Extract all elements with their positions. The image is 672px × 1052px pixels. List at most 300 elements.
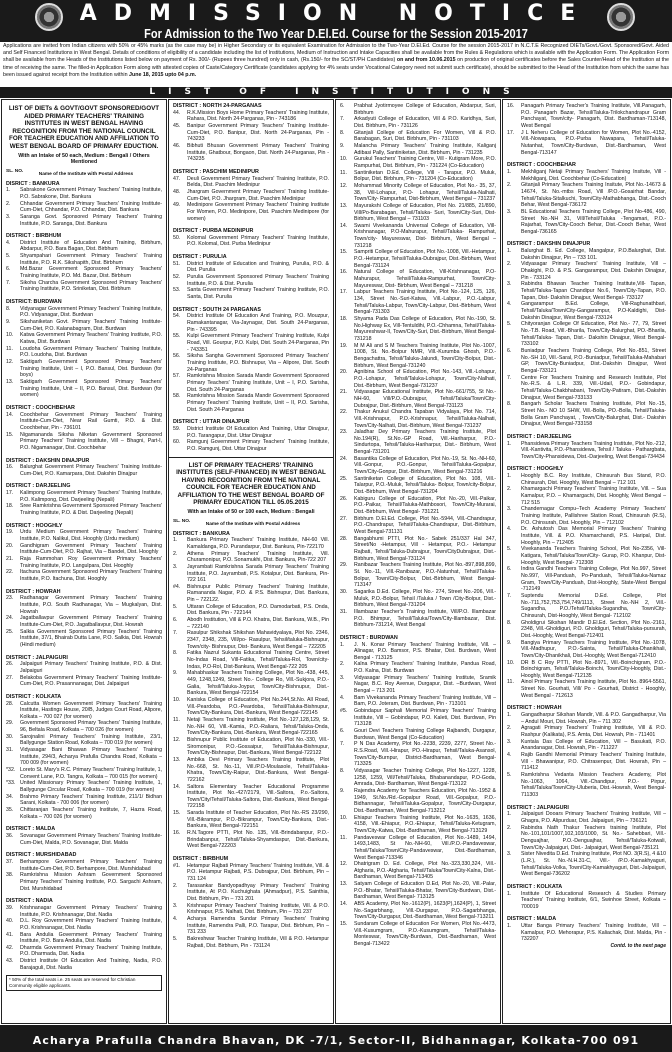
institute-list-item bbox=[507, 640, 666, 660]
institute-list-item bbox=[340, 536, 496, 563]
institute-address: Prabhat Jyotirmoyee College of Education, Abdarpur, Suri, Birbhum bbox=[354, 103, 496, 116]
serial-number: 38. bbox=[6, 872, 14, 879]
serial-number: 13. bbox=[340, 881, 348, 888]
institute-list-item bbox=[340, 516, 496, 536]
serial-number: 12. bbox=[6, 358, 14, 365]
institute-address: Abodh Institution, Vill & P.O. Khatra, Dist. Bankura, W.B., Pin – 722140 bbox=[187, 617, 329, 630]
institute-list-item bbox=[340, 389, 496, 409]
serial-number: 10. bbox=[6, 332, 14, 339]
serial-number: 3. bbox=[507, 738, 512, 745]
serial-number: 47. bbox=[173, 175, 181, 182]
institute-list-item bbox=[340, 728, 496, 741]
institute-list-item bbox=[507, 281, 666, 301]
institute-address: Ramkrishna Vedanta Mission Teachers Academy, Plot No.-1063, 1064, Vill.-Chandipur, P.O.- Pirpur, Tehsil/Taluka/Town/City-Uluberia, Dist.-Howrah, West Bengal-711303 bbox=[521, 772, 666, 798]
serial-number: 7. bbox=[6, 279, 11, 286]
institute-list-item bbox=[173, 863, 329, 883]
institute-list-item bbox=[6, 346, 162, 359]
serial-number: 7. bbox=[340, 741, 345, 748]
district-heading: DISTRICT : JALPAIGURI bbox=[507, 804, 569, 811]
institute-address: Uttaran College of Education, P.O. Damodarbati, P.S. Onda, Dist. Bankura, Pin - 722144 bbox=[187, 603, 329, 617]
serial-number: 22. bbox=[6, 569, 14, 576]
serial-number: 5. bbox=[507, 321, 512, 328]
institute-list-item bbox=[173, 274, 329, 287]
institute-address: Vidyasagar Primary Teachers' Training Institute, Sramik Nagar, B.C. Roy Avenue, Durgapur, Dist. –Burdwan, West Bengal – 713 201 bbox=[354, 674, 496, 695]
serial-number: 9. bbox=[340, 142, 345, 149]
serial-number: 16. bbox=[6, 464, 14, 471]
institute-list-item bbox=[173, 551, 329, 564]
serial-number: 2. bbox=[173, 882, 178, 889]
institute-list-item bbox=[173, 313, 329, 333]
institute-address: J L Neheru College of Education for Women, Plot No.-4152, Vill.-Nowapara, P.O.-Purba Nuwapara, Tehsil/Taluka-Nutanhat, Town/City-Burdwan, Dist.-Bardhaman, West Bengal-713147 bbox=[521, 129, 666, 156]
serial-number: 2. bbox=[507, 182, 512, 189]
institute-list-item bbox=[507, 261, 666, 281]
serial-number: 30. bbox=[6, 733, 14, 740]
footer-address: Acharya Prafulla Chandra Bhavan, DK -7/1, Sector-II, Bidhannagar, Kolkata-700 091 bbox=[0, 1025, 672, 1052]
serial-number: 16. bbox=[507, 103, 515, 109]
institute-list-item bbox=[173, 883, 329, 903]
institute-address: Jagatballavpur Government Primary Teachers' Training Institute-Cum-Diet, P.O. Jagatballavpur, Dist. Howrah bbox=[20, 615, 162, 628]
serial-number: 5. bbox=[173, 935, 178, 942]
institute-list-item bbox=[340, 316, 496, 343]
board-emblem-icon bbox=[607, 3, 635, 31]
institute-list-item bbox=[6, 464, 162, 477]
institute-address: Santiniketan College of Education, Plot No. 108, Vill.-Talarpur, P.O.-Muluk, Tehsil/Taluka- Bolpur, Town/city-Bolpur, Dist.-Birbhum, West Bengal-731204 bbox=[354, 475, 496, 496]
institute-list-item bbox=[507, 473, 666, 486]
institute-list-item bbox=[173, 439, 329, 452]
institute-list-item bbox=[6, 675, 162, 688]
institute-address: Fatika Nazrul Sukanta Educational Training Centre, Street No-Indas Road, Vill-Fatika, Tehsil/Taluka-Rol, Town/city-Indas, P.O-Rol, Dist-Bankura, West Bengal-722 205 bbox=[187, 650, 329, 670]
institute-address: Sundaram College of Education For Women, Plot No.-4473, Vill.-Kusumgram, P.O.-Kusumgram, Tehsil/Taluka-Monteswar, Town/City-Burdwan, Dist.-Bardhaman, West Bengal-713422 bbox=[354, 921, 496, 948]
institute-list-item bbox=[507, 725, 666, 738]
institute-address: Dharmda Government Primary Teachers' Training Institute, P.O. Dharmada, Dist. Nadia bbox=[20, 944, 162, 958]
serial-number: 12. bbox=[340, 861, 348, 868]
institute-address: Mayurakshi College of Education, Plot No. 21/885, 21/890, Vill/Po-Barabagan, Tehsil/Taluka- Suri, Town/City-Suri, Dist- Birbhum, West Bengal – 731103 bbox=[354, 202, 496, 223]
serial-number: 8. bbox=[340, 767, 345, 774]
institute-list-item bbox=[6, 701, 162, 721]
serial-number: 44. bbox=[173, 109, 181, 116]
institute-address: Deuli Government Primary Teachers' Training Institute, P.O. Belda, Dist. Paschim Medinipur bbox=[187, 175, 329, 189]
institute-address: Bam Vivekananda Primary Teachers' Training Institute, Vill – Bam, P.O. Joteram, Dist. Burdwan, Pin - 713101 bbox=[354, 694, 496, 708]
serial-number: *32. bbox=[6, 767, 16, 774]
serial-number: 39. bbox=[6, 904, 14, 911]
serial-number: 4. bbox=[173, 915, 178, 922]
list-heading: LIST OF INSTITUTIONS bbox=[0, 87, 672, 98]
institute-list-item bbox=[173, 916, 329, 936]
serial-number: 3. bbox=[173, 902, 178, 909]
institute-address: Calcutta Women Government Primary Teachers' Training Institute, Hastings House, 20/B, Judges Court Road, Alipore, Kolkata – 700 027 (for women) bbox=[20, 700, 162, 720]
institute-address: Vidyasagar Educational Institute, Plot No.-661/755, St No.-NH-60, Vill/P.O.-Dubrajpur, Tehsil/Taluka/Town/City-Dubrajpur, Dist.-Birbhum, West Bengal-731123 bbox=[354, 389, 496, 409]
institute-address: Bankura Primary Teachers' Training Institute, NH-60 Vill. Kamaldanga, P.O. Purandarpur, Dist. Bankura, Pin-722170 bbox=[187, 537, 329, 550]
institute-address: Government Sponsored Primary Teachers' Training Institute, 96, Beltala Road, Kolkata – 700 026 (for women) bbox=[20, 720, 162, 734]
district-heading: DISTRICT : UTTAR DINAJPUR bbox=[173, 419, 250, 426]
institute-list-item bbox=[507, 209, 666, 236]
serial-number: 1. bbox=[507, 712, 512, 719]
serial-number: 2. bbox=[507, 261, 512, 268]
institute-list-item bbox=[340, 642, 496, 662]
serial-number: 25. bbox=[340, 475, 348, 482]
institute-address: Rabindra Nath Thakur Teachers training Institute, Plot No.-101,101/1007,102,103/1000, St. No.- Sahebbari, Vill.-Denguajhar, P.O.-Denguajhar, Tehsil/Taluka-Kotwali, Town/City-Jalpaiguri, Dist.- Jalpaiguri, West Bengal-735121 bbox=[521, 824, 666, 851]
institute-address: Vidyasagar Bani Bhawan Primary Teachers' Training Institute, 294/3, Acharya Prafulla Chandra Road, Kolkata – 700 009 (for women) bbox=[20, 747, 162, 767]
district-heading: DISTRICT : HOWRAH bbox=[507, 705, 562, 712]
serial-number: 8. bbox=[507, 619, 512, 626]
serial-number: #1. bbox=[173, 862, 181, 869]
institute-address: District Institute Of Education And Training, Uttar Dinajpur, P.O. Tarangapur, Dist. Uttar Dinajpur bbox=[187, 425, 329, 439]
institute-list-item bbox=[340, 589, 496, 609]
serial-number: 31. bbox=[6, 747, 14, 754]
serial-number: 29. bbox=[6, 720, 14, 727]
institute-list-item bbox=[173, 110, 329, 123]
serial-number: 7. bbox=[173, 630, 178, 637]
continued-note: Contd. to the next page bbox=[610, 943, 666, 950]
institute-address: Gobindapur Saphali Memorial Primary Teachers' Training Institute, Vill – Gobindapur, P.O. Kaleti, Dist. Burdwan, Pin 713128 bbox=[354, 708, 496, 728]
institute-list-item bbox=[173, 235, 329, 248]
institute-address: Ranibazar Teachers Training Institute, Plot No.-897,898,899, St. No.-11, Vill.-Ranibazar, P.O.-Natunhat, Tehsil/Taluka-Bolpur, Town/City-Bolpur, Dist.-Birbhum, West Bengal-713147 bbox=[354, 562, 496, 589]
institute-list-item bbox=[173, 630, 329, 650]
serial-number: 52. bbox=[173, 274, 181, 281]
notice-header bbox=[0, 0, 672, 42]
institute-list-item bbox=[173, 830, 329, 850]
serial-number: 54. bbox=[173, 313, 181, 320]
institute-list-item bbox=[507, 486, 666, 506]
institute-list-item bbox=[173, 650, 329, 670]
institute-list-item bbox=[6, 569, 162, 582]
institute-address: Bibhuti Bhusan Government Primary Teachers' Training Institute, Ghatbour, Bongaon, Dist. North 24-Parganas, Pin - 743235 bbox=[187, 142, 329, 163]
institute-list-item bbox=[6, 253, 162, 266]
serial-number: 28. bbox=[6, 700, 14, 707]
institute-address: Sikshaniketan Govt. Primary Teachers' Training Institute-Cum-Diet, P.O. Kalanabagram, Dist. Burdwan bbox=[20, 319, 162, 332]
institute-list-item bbox=[340, 496, 496, 516]
district-heading: DISTRICT : COOCHBEHAR bbox=[6, 404, 75, 411]
institute-list-item bbox=[507, 441, 666, 461]
institute-address: Belakoba Government Primary Teachers' Training Institute-Cum-Diet, P.O. Prasannanagar, Dist. Jalpaiguri bbox=[20, 674, 162, 688]
institute-address: Sagarika D.Ed. College, Plot No.- 274, Street No.-206, Vill.-Muluk, P.O.-Bolpur, Tehsil /Taluka / Town /City-Bolpur, Dist.- Birbhum, West Bengal-731204 bbox=[354, 588, 496, 609]
institute-address: District Institute of Education And Training, Birbhum, Abdarpur, P.O. Bara Bagan, Dist. Birbhum bbox=[20, 239, 162, 253]
institute-list-item bbox=[507, 811, 666, 824]
institute-list-item bbox=[340, 170, 496, 183]
institute-list-item bbox=[6, 412, 162, 432]
institute-list-item bbox=[507, 130, 666, 157]
institute-list-item bbox=[507, 752, 666, 772]
serial-number: 5. bbox=[6, 253, 11, 260]
institute-address: Swami Vivekananda Universal College of Education, Vill-Krishnanagar, P.O-Mahurapur, Tehsil/Taluka- Rampurhat, Town/city- Mayureswar, Dist- Birbhum, West Bengal – 731218 bbox=[354, 222, 496, 249]
district-heading: DISTRICT : HOWRAH bbox=[6, 588, 61, 595]
institute-address: Saltora Elementary Teacher Educational Programme Institute, Plot No.-427/2179, Vill.-Saltora, P.o.-Saltora, Town/City/Tehsil/Taluka-Saltora, Dist.-Bankura, West Bengal-722158 bbox=[187, 783, 329, 810]
institute-address: Saktigarh Government Sponsored Primary Teachers' Training Institute, Unit – II, P.O. Bansul, Dist. Burdwan (for women) bbox=[20, 378, 162, 399]
institute-list-item bbox=[340, 562, 496, 589]
institute-list-item bbox=[173, 189, 329, 202]
institute-list-item bbox=[173, 697, 329, 717]
district-heading: DISTRICT : BURDWAN bbox=[340, 634, 398, 641]
institute-list-item bbox=[340, 116, 496, 129]
institute-address: Sarojnalini Primary Teachers' Training Institute, 23/1, Ballygunge Station Road, Kolkata – 700 019 (for women) bbox=[20, 733, 162, 747]
serial-number: 2. bbox=[507, 824, 512, 831]
institute-address: Jhargram Government Primary Teachers' Training Institute-Cum-Diet, P.O. Jhargram, Dist. Paschim Medinipur bbox=[187, 188, 329, 202]
institute-list-item bbox=[6, 332, 162, 345]
district-heading: DISRICT : BANKURA bbox=[6, 180, 60, 187]
serial-number: 4. bbox=[507, 301, 512, 308]
column-2 bbox=[168, 99, 334, 1024]
institute-address: Jalpaiguri Primary Teachers' Training Institute, P.O. & Dist. Jalpaiguri bbox=[20, 661, 162, 674]
institute-list-item bbox=[507, 660, 666, 680]
intro-deadline: June 18, 2015 upto 04 p.m. bbox=[129, 71, 197, 78]
institute-list-item bbox=[507, 375, 666, 402]
serial-number: 6. bbox=[6, 266, 11, 273]
institute-list-item bbox=[6, 543, 162, 556]
institute-address: Bangarh Scholar Teachers Training Institute, Plot No.-15, Street No.- NO 10 SHW, Vill.-Bolla, PO.-Bolla, Tehsil/Taluka-Bolla Gram Panchayat, , Town/City-Balurghat, Dist.- Dakshin Dinajpur, West Bengal-733158 bbox=[521, 401, 666, 428]
institute-address: Purulia Government Sponsored Primary Teachers' Training Institute, P.O. & Dist. Purulia bbox=[187, 274, 329, 287]
institute-list-item bbox=[6, 945, 162, 958]
serial-number: 16. bbox=[340, 269, 348, 276]
serial-number: #5. bbox=[340, 708, 348, 715]
serial-number: 15. bbox=[340, 249, 348, 256]
institute-list-item bbox=[6, 432, 162, 452]
institute-address: ABS Academy, Plot No.-1612(P), 1623(P),1624(P), 1, Street No.-Sagarbhang, Vill.-Durgapur, P.O.-Sagarbhanga, Town/City-Durgapur, Dist.-Bardhaman, West Bengal-713211 bbox=[354, 901, 496, 921]
institute-list-item bbox=[173, 261, 329, 274]
institute-list-item bbox=[173, 936, 329, 949]
serial-number: 18. bbox=[340, 316, 348, 322]
institute-list-item bbox=[340, 269, 496, 289]
notice-title: ADMISSION NOTICE bbox=[79, 1, 593, 26]
institute-address: Panagarh Primary Teacher's Training Institute, Vill.Panagarh, P.O. Panagarh Bazar, Tehsil/Taluka-Trilokchandrapur Gram Panchayat, Town/city- Panagarh, Dist. Bardhaman-713148, West Bengal bbox=[521, 103, 666, 129]
serial-number: 48. bbox=[173, 188, 181, 195]
institute-address: Pandaveswar College of Education, Plot No.-1489, 1494, 1493,1483, St No.-NH-60, Vill./P.O.-Pandaveswar, Tehsil/Taluka/Town/City-Pandaveswar, Dist.-Bardhaman, West Bengal-713346 bbox=[354, 834, 496, 861]
institute-list-item bbox=[340, 103, 496, 116]
institute-list-item bbox=[173, 176, 329, 189]
institute-address: Rabindra Bhawan Teacher Training Institute,Vill- Tapan, Tehsil/Taluka-Tapan Chandipur No.6, Town/City-Tapan, P.O. Tapan, Dist- Dakshin Dinajpur, West Bengal- 733127 bbox=[521, 281, 666, 301]
institute-address: Medinipore Government Primary Teachers' Training Institute For Women, P.O. Medinipore, Dist. Paschim Medinipore (for women) bbox=[187, 202, 329, 222]
district-heading: DISTRICT : SOUTH 24 PARGANAS bbox=[173, 306, 261, 313]
institute-list-item bbox=[173, 426, 329, 439]
institute-list-item bbox=[6, 720, 162, 733]
district-heading: DISTRICT : KOLKATA bbox=[6, 693, 62, 700]
institute-list-item bbox=[173, 584, 329, 604]
serial-number: 4. bbox=[507, 752, 512, 759]
institute-list-item bbox=[173, 903, 329, 916]
serial-number: 10. bbox=[340, 814, 348, 821]
institute-address: Rajendra Academy for Teachers Education, Plot No.-1952 & 1949, St.No./Rd.-Gopalpur Road, Vill.-Gopalpur, P.O.-Bidhannagar, Tehsil/Taluka-Gopalpur, Town/City-Durgapur, Dist.-Bardhaman, West Bengal-713212 bbox=[354, 787, 496, 814]
serial-number: 27. bbox=[6, 674, 14, 681]
serial-number: 42. bbox=[6, 944, 14, 951]
institute-address: Sabrakone Government Primary Teachers' Training Institute, P.O. Sabrakone, Dist. Bankura bbox=[20, 187, 162, 200]
institute-address: Vidyanagar Government Primary Teachers' Training Institute, P.O. Vidyanagar, Dist. Burdwan bbox=[20, 305, 162, 319]
serial-number: 9. bbox=[6, 319, 11, 326]
serial-number: 27. bbox=[340, 515, 348, 522]
intro-text: Applications are invited from Indian citizens with 50% or 45% marks (as the case may be) in Higher Secondary or its equivalent Examination for Admission to the Two-Year D.El.Ed. Course for the session 2015-2017 in N.C.T.E Recognized DIETs/Govt./Govt. Sponsored/Govt. Aided and Self Financed Institutions in West Bengal. Details of conditions of eligibility of a candidate including the list of Institutions, Medium of Instruction and Intake Capacities shall be available from the Rules & Regulations which is available with the Application Form. The Application Form shall be available from the Heads of the Institutions listed below on payment of Rs. 300/- (Rupees three hundred) only in cash, (Rs.150/- for the SC/ST/PH Candidates) bbox=[3, 43, 669, 64]
notice-subtitle: For Admission to the Two Year D.El.Ed. Course for the Session 2015-2017 bbox=[144, 27, 528, 41]
institute-address: Ramkrishna Mission Ashram Government Sponsored Primary Teachers' Training Institute, P.O. Sargachi Ashram, Dist. Murshidabad bbox=[20, 872, 162, 892]
institute-address: Krishnapur Primary Teachers' Training Institute, Vill. & P.O. Krishnapur, P.S. Nalhati, Dist. Birbhum, Pin – 731 237 bbox=[187, 902, 329, 916]
institute-list-item bbox=[340, 130, 496, 143]
serial-number: 8. bbox=[6, 305, 11, 312]
institute-address: Radhanagar Government Primary Teachers' Training Institute, P.O. South Radhanagar, Via – Mugkalyan, Dist. Howrah bbox=[20, 595, 162, 615]
institute-address: Rajib Gandhi Memorial Primary Teachers' Training Institute, Vill - Bhawanipur, P.O. Chitrasenpur, Dist. Howrah, Pin – 711412 bbox=[521, 752, 666, 772]
serial-number: 20. bbox=[6, 542, 14, 549]
serial-number: 8. bbox=[507, 401, 512, 408]
institute-address: Tarasankar Bandyopadhyay Primary Teachers' Training Institute, At P.O. Kuchuighata (Ahmadpur), P.S. Sainthia, Dist. Birbhum, Pin – 731 201 bbox=[187, 882, 329, 902]
institute-list-item bbox=[6, 661, 162, 674]
intro-date-start: on and from 10.06.2015 bbox=[395, 57, 458, 64]
institute-list-item bbox=[340, 901, 496, 921]
serial-number: 21. bbox=[340, 389, 348, 396]
institute-list-item bbox=[340, 369, 496, 389]
institute-address: Bara Andulia Government Primary Teachers' Training Institute, P.O. Bara Andulia, Dist. Nadia bbox=[20, 931, 162, 945]
institute-address: Urdu Medium Government Primary Teachers' Training Institute, P.O. Nalikul, Dist. Hooghly (Urdu medium) bbox=[20, 529, 162, 543]
institute-list-item bbox=[507, 851, 666, 878]
institute-address: Rasulpur Shikshak Shikshan Mahavidyalaya, Plot No. 2346, 2347, 2348, 235, Vill/po- Rasulpur, Tehsil/taluka-Bishnupur, Town/city- Bishnupur, Dist- Bankura, West Bengal – 722205 bbox=[187, 630, 329, 650]
serial-number: 2. bbox=[173, 550, 178, 557]
institute-list-item bbox=[173, 757, 329, 784]
institute-address: Sarada Institute of Teacher Education, Plot No.-RS 23/290, Vill.-Bikrampur, P.O.-Bikrampur, Town/City-Bankura, Dist.-Bankura, West Bengal-722151 bbox=[187, 810, 329, 830]
institute-list-item bbox=[173, 123, 329, 143]
serial-number: 8. bbox=[340, 129, 345, 136]
serial-number: 16. bbox=[173, 830, 181, 837]
institute-address: Jaladhar Dey Primary Teachers Training Institute, Plot No.194(R), St.No.-GP Road, Vill.-Hariharpur, P.O.-Sindurtopa, Tehsil/Taluka-Hariharpur, Dist.- Birbhum, West Bengal-731201 bbox=[354, 429, 496, 456]
institute-address: Bakreshwar Teacher Training Institute, Vill & P.O. Hetampur Rajbati, Dist. Birbhum, Pin - 731124 bbox=[187, 935, 329, 949]
institute-address: Raja Rammohan Roy Government Primary Teachers' Training Institute, P.O. Langulpara, Dist. Hooghly bbox=[20, 556, 162, 569]
institute-address: J. N. Konar Primary Teachers' Training Institute, Vill. – Alinagar, P.O. Bamsor, P.S. Bhatar, Dist. Burdwan, West Bengal - 713125 bbox=[354, 641, 496, 661]
institute-list-item bbox=[340, 815, 496, 835]
serial-number: 55. bbox=[173, 333, 181, 340]
serial-number: 5. bbox=[507, 772, 512, 778]
serial-number: 23. bbox=[340, 429, 348, 436]
institute-list-item bbox=[6, 266, 162, 279]
institute-list-item bbox=[6, 529, 162, 542]
institute-list-item bbox=[340, 289, 496, 316]
institute-list-item bbox=[6, 872, 162, 892]
institute-list-item bbox=[507, 772, 666, 799]
institute-list-item bbox=[507, 301, 666, 321]
serial-number: 17. bbox=[507, 129, 515, 136]
serial-number: 40. bbox=[6, 918, 14, 925]
institute-address: Chityoranjan College Of Education, Plot No.- 77, 79, Street No.-T.B. Road, Vill.-Bharila, Town/City-Balurghat, PO.-Bharila, Tehsil/Taluka- Tapan, Dist.- Dakshin Dinajpur, West Bengal-733102 bbox=[521, 321, 666, 348]
institute-address: Coochbehar Government Primary Teachers' Training Institute-Cum-Diet, Near Rail Gumti, P.O. & Dist. Coochbehar, Pin - 736101 bbox=[20, 411, 162, 431]
serial-number: 7. bbox=[507, 374, 512, 381]
institute-list-item bbox=[6, 747, 162, 767]
institute-list-item bbox=[6, 595, 162, 615]
institute-list-item bbox=[340, 661, 496, 674]
serial-number: 20. bbox=[340, 369, 348, 376]
institute-address: D.L. Roy Government Primary Teachers' Training Institute, P.O. Krishnanagar, Dist. Nadia bbox=[20, 918, 162, 931]
sl-no-label: SL. NO. bbox=[173, 518, 191, 524]
institute-address: Indira Gandhi Teachers Training College, Plot No.997, Street No.997, Vill-Panduah, Po-Panduah, Tehsil/Taluka-Namaz Gram, Town/City-Panduah, Dist-Hooghly, State-West Bengal -712149 bbox=[521, 566, 666, 593]
institute-list-item bbox=[340, 156, 496, 169]
institute-address: Shyama Pada Das College of Education, Plot No.-190, St. No.Highway Ex, Vill-Tentuldihi, P.O.-Chhamna, Tehsil/Taluka-Mayureshwar-II, Town/City-Suri, Dist.-Birbhum, West Bengal-731218 bbox=[354, 316, 496, 342]
district-heading: DISTRICT : HOOGHLY bbox=[507, 466, 564, 473]
institute-list-item bbox=[173, 810, 329, 830]
institute-list-item bbox=[6, 214, 162, 227]
institute-address: Nigamananda Siksha Niketan Government Sponsored Primary Teachers' Training Institute, Vill – Bhagni, Part-I, P.O. Nigamanagar, Dist. Coochbehar bbox=[20, 431, 162, 451]
institute-list-item bbox=[340, 203, 496, 223]
table-header bbox=[173, 519, 329, 528]
institute-list-item bbox=[173, 717, 329, 737]
intake-govt: With an Intake of 50 each, Medium : Bengali / Others Mentioned bbox=[18, 152, 150, 166]
institute-list-item bbox=[6, 280, 162, 293]
institute-address: Mohammad Minority College of Education, Plot No.- 35, 37, 38, Vill-Lohapur, P.O- Lohapur, Tehsil/Taluka-Nalhati, Town/City- Rampurhat, Dist-Birbhum, West Bengal – 731237 bbox=[354, 182, 496, 203]
serial-number: 11. bbox=[6, 345, 13, 352]
serial-number: 24. bbox=[340, 455, 348, 462]
institute-address: Uttar Banga Primary Teachers' Training Institute, Vill – Kamalpur, P.O. Mehorapur, P.S. Kaliachak, Dist. Malda, Pin - 732207 bbox=[521, 923, 666, 943]
institute-address: Ambika Devi Primary Teachers Training Institute, Plot No.-668, St. No.-11, Vill./P.O-Moulasole, Tehsil/Taluka-Khatra, Town/City-Raipur, Dist.-Bankura, West Bengal-722162 bbox=[187, 756, 329, 783]
district-heading: DISTRICT : NADIA bbox=[6, 898, 53, 905]
serial-number: 34. bbox=[6, 793, 14, 800]
serial-number: 24. bbox=[6, 615, 14, 622]
institute-address: Berhampore Government Primary Teachers' Training Institute-Cum-Diet, P.O. Berhampore, Dist. Murshidabad bbox=[20, 858, 162, 872]
institute-list-item bbox=[173, 143, 329, 163]
serial-number: 5. bbox=[507, 546, 512, 553]
serial-number: 49. bbox=[173, 202, 181, 209]
institute-list-item bbox=[6, 767, 162, 780]
institute-address: Loudoha Government Primary Teachers' Training Institute, P.O. Loudoha, Dist. Burdwan bbox=[20, 345, 162, 359]
serial-number: 3. bbox=[6, 213, 11, 220]
serial-number: 13. bbox=[340, 202, 348, 209]
institute-address: Santa Government Primary Teachers' Training Institute, P.O. Santa, Dist. Purulia bbox=[187, 287, 329, 301]
institute-address: Loreto St. Mary's R.C. Primary Teachers' Training Institute, 1, Convent Lane, P.O. Tangra, Kolkata – 700 015 (for women) bbox=[20, 767, 162, 780]
institute-list-item bbox=[6, 905, 162, 918]
institute-list-item bbox=[507, 566, 666, 593]
serial-number: 1. bbox=[507, 440, 512, 447]
serial-number: 11. bbox=[340, 169, 347, 176]
district-heading: DISTRICT : DARJEELING bbox=[6, 483, 71, 490]
institute-list-item bbox=[507, 825, 666, 852]
institute-address: Hetampur Rajbati Primary Teachers' Training Institute, Vill. & P.O. Hetampur Rajbati, P.S. Dubrajpur, Dist. Birbhum, Pin – 731 124 bbox=[187, 862, 329, 883]
district-list bbox=[507, 103, 666, 943]
serial-number: 6. bbox=[173, 617, 178, 624]
district-heading: DISTRICT : DAKSHIN DINAJPUR bbox=[507, 241, 591, 248]
serial-number: 6. bbox=[340, 728, 345, 735]
serial-number: 19. bbox=[6, 529, 14, 536]
serial-number: 12. bbox=[340, 182, 348, 189]
institute-address: Ramkrishna Mission Sarada Mandir Government Sponsored Primary Teachers' Training Institute, Unit – II, P.O. Sarisha, Dist. South 24-Parganas bbox=[187, 393, 329, 413]
institute-list-item bbox=[173, 373, 329, 393]
serial-number: 4. bbox=[340, 694, 345, 701]
institute-list-item bbox=[507, 620, 666, 640]
institute-list-item bbox=[6, 629, 162, 649]
serial-number: 7. bbox=[340, 116, 345, 123]
institute-address: Agragati Primary Teachers' Training Institute, Vill & P.O. Rashpur (Kalikata), P.S. Amta, Dist. Howrah, Pin - 711401 bbox=[521, 725, 666, 739]
institute-address: Kaniska College of Education, Plot No.244,St.No. All Road, Vill.-Peardoba, P.O.-Peardoba, Tehsil/Taluka-Bishnupur, Town/City-Bankura, Dist.-Bankura, West Bengal-722145 bbox=[187, 696, 329, 717]
institute-address: Vidyasagar Primary Teachers' Training Institute, Vill – Dhakighi, P.O. & P.S. Gangarampur, Dist. Dakshin Dinajpur, Pin - 733124 bbox=[521, 261, 666, 281]
institute-list-item bbox=[173, 784, 329, 811]
serial-number: 46. bbox=[173, 142, 181, 149]
institute-address: Banipur Government Primary Teachers' Training Institute-Cum-Diet, P.O. Banipur, Dist. North 24-Parganas, Pin - 743233 bbox=[187, 122, 329, 143]
serial-number: 22. bbox=[340, 409, 348, 416]
institute-list-item bbox=[507, 321, 666, 348]
institute-address: Basantika College of Education, Plot No.-19, St. No.-NH-60, Vill.-Gonpur, P.O.-Gonpur, Tehsil/Taluka-Gopalpur, Town/City-Gonpur, Dist.-Birbhum, West Bengal-731216 bbox=[354, 455, 496, 476]
serial-number: 15. bbox=[340, 921, 348, 928]
institute-list-item bbox=[507, 593, 666, 620]
institute-list-item bbox=[507, 248, 666, 261]
institute-list-item bbox=[6, 306, 162, 319]
institute-address: Phansidewa Primary Teachers Training Institute, Plot No.-212, Vill.-Kantivita, P.O.-Phansidewa, Tehsil / Taluka - Pathargbata, Town/City-Phansidewa, Dist.-Darjeeling, West Bengal-734434 bbox=[521, 440, 666, 460]
institute-list-item bbox=[340, 609, 496, 629]
district-heading: DISTRICT : BANKURA bbox=[173, 530, 230, 537]
institute-address: Shyampahari Government Primary Teachers' Training Institute, P.O. R.K. Sikshapith, Dist. Birbhum bbox=[20, 253, 162, 266]
footnote: * 50% of the total seats i.e. 25 seats are reserved for Christian Community eligible applicants. bbox=[6, 975, 162, 990]
column-3 bbox=[335, 99, 501, 1024]
institute-address: Ramkrishna Mission Sarada Mandir Government Sponsored Primary Teachers' Training Institute, Unit – I, P.O. Sarisha, Dist. South 24-Parganas bbox=[187, 373, 329, 393]
serial-number: 3. bbox=[507, 281, 512, 288]
district-heading: DISTRICT : MALDA bbox=[507, 916, 557, 923]
institute-address: R.K.Mission Boys Home Primary Teachers' Training Institute, Rahara, Dist. North 24-Parganas, Pin - 743186 bbox=[187, 109, 329, 123]
institute-list-item bbox=[6, 503, 162, 516]
institute-address: Hooghly B.C. Roy Institute, Chinsurah Bus Stand, P.O. Chinsurah, Dist. Hooghly, West Bengal – 712 101 bbox=[521, 473, 666, 486]
institute-list-item bbox=[6, 240, 162, 253]
institute-address: Institute Of Educational Research & Studies Primary Teachers' Training Institute, 6/1, Swinhoe Street, Kolkata – 700019 bbox=[521, 890, 666, 910]
serial-number: 29. bbox=[340, 562, 348, 569]
serial-number: 18. bbox=[6, 503, 14, 510]
institute-address: BL Educational Teachers Training College, Plot No-486, 490, Street No.-NH 31, Vill/Tehsil/Taluka -Tengamari, P.O.-Rajarhat, Town/City-Cooch Behar, Dist.-Cooch Behar, West Bengal-736165 bbox=[521, 208, 666, 235]
serial-number: 51. bbox=[173, 260, 181, 267]
